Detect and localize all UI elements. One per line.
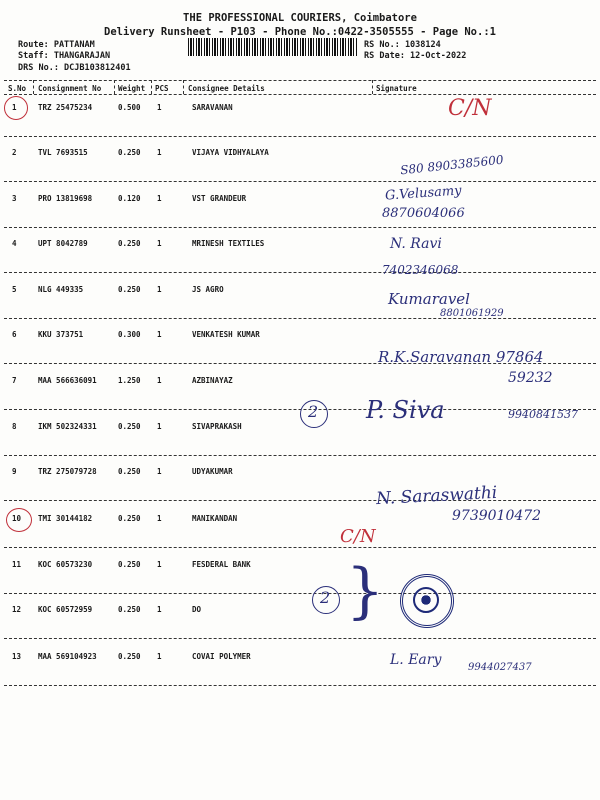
row-sno: 8 bbox=[12, 422, 17, 431]
row-consignee: UDYAKUMAR bbox=[192, 467, 233, 476]
company-stamp bbox=[400, 574, 454, 628]
row-weight: 0.250 bbox=[118, 422, 141, 431]
row-rule bbox=[4, 272, 596, 273]
barcode bbox=[188, 38, 358, 56]
row-sno: 10 bbox=[12, 514, 22, 523]
row-consignee: VST GRANDEUR bbox=[192, 194, 247, 203]
handwritten-count: 2 bbox=[308, 402, 319, 421]
row-consignment-no: KOC 60572959 bbox=[38, 605, 93, 614]
handwritten-bracket: } bbox=[346, 556, 385, 626]
row-weight: 0.250 bbox=[118, 514, 141, 523]
row-rule bbox=[4, 685, 596, 686]
row-weight: 0.250 bbox=[118, 239, 141, 248]
handwritten-phone: 9944027437 bbox=[468, 662, 532, 673]
row-sno: 13 bbox=[12, 652, 22, 661]
row-consignment-no: TVL 7693515 bbox=[38, 148, 88, 157]
row-consignment-no: KKU 373751 bbox=[38, 330, 84, 339]
route-label: Route: PATTANAM bbox=[18, 40, 95, 50]
handwritten-signature: N. Saraswathi bbox=[375, 482, 498, 510]
handwritten-signature: N. Ravi bbox=[390, 236, 442, 252]
row-weight: 0.500 bbox=[118, 103, 141, 112]
row-consignment-no: KOC 60573230 bbox=[38, 560, 93, 569]
table-row bbox=[0, 103, 600, 149]
handwritten-phone: 8801061929 bbox=[440, 308, 504, 319]
row-rule bbox=[4, 318, 596, 319]
column-divider bbox=[183, 80, 184, 94]
row-consignment-no: TMI 30144182 bbox=[38, 514, 93, 523]
row-weight: 0.250 bbox=[118, 652, 141, 661]
staff-label: Staff: THANGARAJAN bbox=[18, 51, 111, 61]
row-pcs: 1 bbox=[157, 148, 162, 157]
handwritten-signature: Kumaravel bbox=[388, 290, 470, 308]
runsheet-subtitle: Delivery Runsheet - P103 - Phone No.:0422-3505555 - Page No.:1 bbox=[104, 26, 496, 38]
header-top-rule bbox=[4, 80, 596, 81]
row-consignment-no: IKM 502324331 bbox=[38, 422, 97, 431]
column-divider bbox=[372, 80, 373, 94]
row-pcs: 1 bbox=[157, 239, 162, 248]
row-consignment-no: MAA 569104923 bbox=[38, 652, 97, 661]
row-pcs: 1 bbox=[157, 422, 162, 431]
row-consignment-no: TRZ 275079728 bbox=[38, 467, 97, 476]
row-sno: 4 bbox=[12, 239, 17, 248]
row-consignee: MRINESH TEXTILES bbox=[192, 239, 265, 248]
row-consignment-no: NLG 449335 bbox=[38, 285, 84, 294]
col-header-pcs: PCS bbox=[155, 84, 169, 93]
column-divider bbox=[114, 80, 115, 94]
col-header-weight: Weight bbox=[118, 84, 146, 93]
row-consignee: AZBINAYAZ bbox=[192, 376, 233, 385]
row-sno: 7 bbox=[12, 376, 17, 385]
row-sno: 1 bbox=[12, 103, 17, 112]
header-bottom-rule bbox=[4, 94, 596, 95]
row-pcs: 1 bbox=[157, 467, 162, 476]
row-rule bbox=[4, 181, 596, 182]
handwritten-signature: P. Siva bbox=[366, 396, 445, 424]
handwritten-phone: 9739010472 bbox=[452, 508, 542, 524]
row-sno: 2 bbox=[12, 148, 17, 157]
row-consignment-no: TRZ 25475234 bbox=[38, 103, 93, 112]
row-sno: 9 bbox=[12, 467, 17, 476]
handwritten-phone: S80 8903385600 bbox=[399, 152, 505, 178]
row-consignee: FESDERAL BANK bbox=[192, 560, 251, 569]
row-rule bbox=[4, 500, 596, 501]
row-pcs: 1 bbox=[157, 330, 162, 339]
row-consignee: MANIKANDAN bbox=[192, 514, 238, 523]
row-consignee: SARAVANAN bbox=[192, 103, 233, 112]
row-pcs: 1 bbox=[157, 194, 162, 203]
col-header-sno: S.No bbox=[8, 84, 27, 93]
row-circle-mark bbox=[4, 96, 28, 120]
row-rule bbox=[4, 136, 596, 137]
row-weight: 0.250 bbox=[118, 605, 141, 614]
row-weight: 0.250 bbox=[118, 560, 141, 569]
row-consignee: VENKATESH KUMAR bbox=[192, 330, 260, 339]
drs-number: DRS No.: DCJB103812401 bbox=[18, 63, 131, 73]
row-pcs: 1 bbox=[157, 652, 162, 661]
col-header-signature: Signature bbox=[376, 84, 417, 93]
handwritten-signature: R.K.Saravanan 97864 bbox=[378, 348, 544, 366]
rs-date: RS Date: 12-Oct-2022 bbox=[364, 51, 467, 61]
table-row bbox=[0, 285, 600, 331]
row-rule bbox=[4, 455, 596, 456]
row-consignment-no: MAA 566636091 bbox=[38, 376, 97, 385]
row-pcs: 1 bbox=[157, 103, 162, 112]
row-consignment-no: UPT 8042789 bbox=[38, 239, 88, 248]
row-rule bbox=[4, 593, 596, 594]
row-sno: 12 bbox=[12, 605, 22, 614]
row-weight: 0.120 bbox=[118, 194, 141, 203]
row-rule bbox=[4, 227, 596, 228]
row-pcs: 1 bbox=[157, 605, 162, 614]
row-circle-mark bbox=[6, 508, 32, 532]
handwritten-phone: 59232 bbox=[508, 370, 553, 386]
row-consignment-no: PRO 13819698 bbox=[38, 194, 93, 203]
rs-number: RS No.: 1038124 bbox=[364, 40, 441, 50]
row-pcs: 1 bbox=[157, 376, 162, 385]
row-consignee: VIJAYA VIDHYALAYA bbox=[192, 148, 269, 157]
row-pcs: 1 bbox=[157, 514, 162, 523]
col-header-consignee: Consignee Details bbox=[188, 84, 265, 93]
row-consignee: DO bbox=[192, 605, 202, 614]
table-row bbox=[0, 422, 600, 468]
table-row bbox=[0, 239, 600, 285]
row-consignee: COVAI POLYMER bbox=[192, 652, 251, 661]
row-weight: 1.250 bbox=[118, 376, 141, 385]
table-row bbox=[0, 652, 600, 698]
table-row bbox=[0, 560, 600, 606]
row-sno: 11 bbox=[12, 560, 22, 569]
row-rule bbox=[4, 547, 596, 548]
row-sno: 5 bbox=[12, 285, 17, 294]
handwritten-signature: L. Eary bbox=[390, 652, 442, 668]
table-row bbox=[0, 467, 600, 513]
row-sno: 6 bbox=[12, 330, 17, 339]
row-pcs: 1 bbox=[157, 560, 162, 569]
handwritten-phone: 7402346068 bbox=[382, 263, 459, 277]
row-weight: 0.250 bbox=[118, 285, 141, 294]
row-weight: 0.300 bbox=[118, 330, 141, 339]
row-consignee: SIVAPRAKASH bbox=[192, 422, 242, 431]
table-row bbox=[0, 605, 600, 651]
table-row bbox=[0, 194, 600, 240]
row-rule bbox=[4, 638, 596, 639]
table-row bbox=[0, 148, 600, 194]
handwritten-count: 2 bbox=[320, 588, 331, 607]
handwritten-signature: G.Velusamy bbox=[384, 183, 463, 204]
column-divider bbox=[151, 80, 152, 94]
row-consignee: JS AGRO bbox=[192, 285, 224, 294]
row-weight: 0.250 bbox=[118, 467, 141, 476]
handwritten-phone: 9940841537 bbox=[508, 408, 578, 421]
row-weight: 0.250 bbox=[118, 148, 141, 157]
stamp-center bbox=[413, 587, 439, 613]
row-sno: 3 bbox=[12, 194, 17, 203]
column-divider bbox=[33, 80, 34, 94]
col-header-consignment: Consignment No bbox=[38, 84, 102, 93]
handwritten-note: C/N bbox=[340, 526, 376, 547]
handwritten-phone: 8870604066 bbox=[382, 206, 465, 221]
row-pcs: 1 bbox=[157, 285, 162, 294]
page-title: THE PROFESSIONAL COURIERS, Coimbatore bbox=[183, 12, 417, 24]
handwritten-note: C/N bbox=[448, 96, 492, 121]
